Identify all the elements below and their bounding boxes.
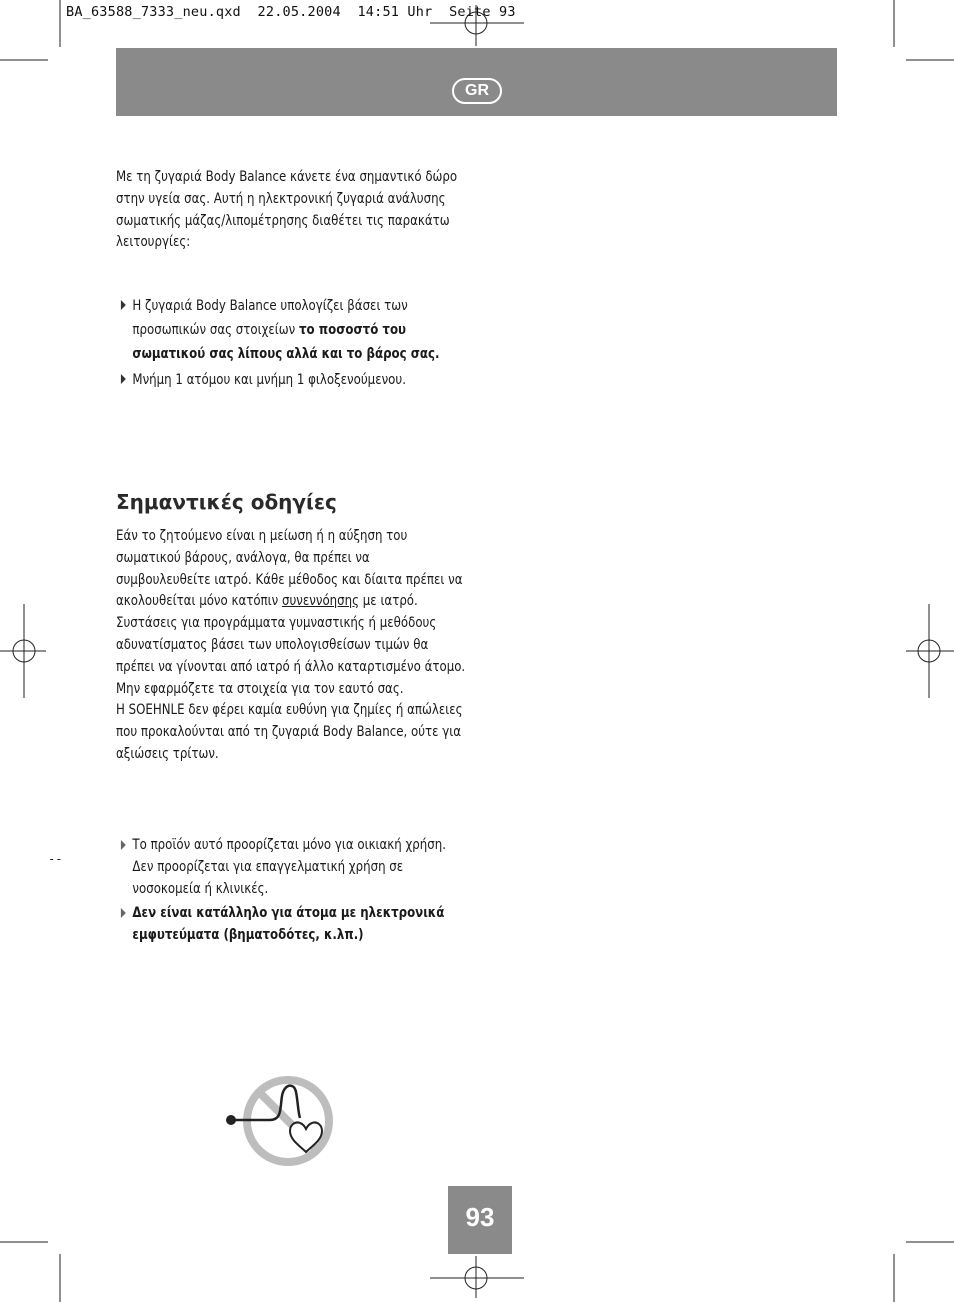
section-heading: Σημαντικές οδηγίες [116, 490, 337, 514]
bullet-triangle-icon [121, 300, 126, 310]
list-item [116, 368, 466, 392]
feature-bold-text: το ποσοστό του σωματικού σας λίπους αλλά και το βάρος σας. [132, 322, 440, 362]
bullet-triangle-icon [121, 374, 126, 384]
feature-text: Η ζυγαριά Body Balance υπολογίζει βάσει των προσωπικών σας στοιχείων [132, 298, 408, 338]
intro-text: Με τη ζυγαριά Body Balance κάνετε ένα σημαντικό δώρο στην υγεία σας. Αυτή η ηλεκτρονική ζυγαριά ανάλυσης σωματικής μάζας/λιπομέτρησης διαθέτει τις παρακάτω λειτουργίες: [116, 169, 458, 251]
instructions-body [116, 526, 466, 766]
notes-list [116, 834, 466, 946]
print-slug: BA_63588_7333_neu.qxd 22.05.2004 14:51 Uhr Seite 93 [66, 4, 516, 20]
list-item [116, 902, 466, 946]
page-number: 93 [448, 1186, 512, 1254]
bullet-triangle-icon [121, 908, 126, 918]
margin-tick: -- [48, 852, 63, 866]
no-pacemaker-icon [222, 1072, 338, 1170]
intro-paragraph [116, 167, 466, 254]
language-badge: GR [452, 78, 502, 104]
body-text: με ιατρό. [359, 593, 418, 610]
list-item [116, 834, 466, 900]
bullet-triangle-icon [121, 840, 126, 850]
body-underlined-text: συνεννόησης [281, 593, 360, 610]
body-text: Εάν το ζητούμενο είναι η μείωση ή η αύξηση του σωματικού βάρους, ανάλογα, θα πρέπει να συμβουλευθείτε ιατρό. Κάθε μέθοδος και δίαιτα πρέπει να ακολουθείται μόνο κατόπιν [116, 528, 463, 610]
feature-list [116, 294, 466, 392]
body-paragraph: Συστάσεις για προγράμματα γυμναστικής ή μεθόδους αδυνατίσματος βάσει των υπολογισθείσων τιμών θα πρέπει να γίνονται από ιατρό ή άλλο καταρτισμένο άτομο. Μην εφαρμόζετε τα στοιχεία για τον εαυτό σας. [116, 615, 466, 697]
body-paragraph: Η SOEHNLE δεν φέρει καμία ευθύνη για ζημίες ή απώλειες που προκαλούνται από τη ζυγαριά Body Balance, ούτε για αξιώσεις τρίτων. [116, 702, 463, 762]
note-text: Το προϊόν αυτό προορίζεται μόνο για οικιακή χρήση. Δεν προορίζεται για επαγγελματική χρήση σε νοσοκομεία ή κλινικές. [132, 837, 446, 897]
note-text: Δεν είναι κατάλληλο για άτομα με ηλεκτρονικά εμφυτεύματα (βηματοδότες, κ.λπ.) [132, 905, 445, 943]
body-paragraph [116, 526, 466, 613]
feature-text: Μνήμη 1 ατόμου και μνήμη 1 φιλοξενούμενου. [132, 372, 406, 388]
list-item [116, 294, 466, 366]
